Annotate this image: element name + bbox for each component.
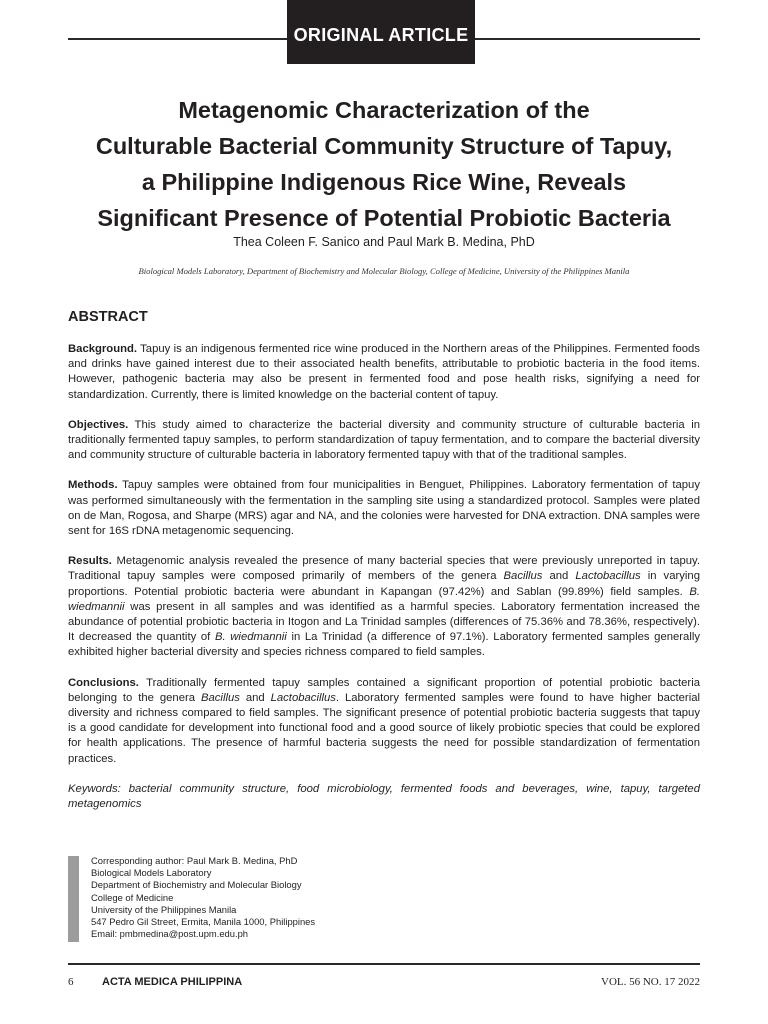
- species-name: Bacillus: [503, 570, 543, 583]
- section-label: Results.: [68, 555, 112, 568]
- species-name: B. wiedmannii: [214, 631, 287, 644]
- title-line: Culturable Bacterial Community Structure of Tapuy,: [95, 133, 673, 159]
- section-text: Metagenomic analysis revealed the presence of many bacterial species that were previously unreported in tapuy. Traditional tapuy samples were composed primarily of members of the genera: [68, 555, 700, 583]
- correspondence-email: Email: pmbmedina@post.upm.edu.ph: [91, 928, 248, 940]
- section-label: Background.: [68, 343, 138, 355]
- page-number: 6: [68, 976, 74, 988]
- abstract-section: [68, 478, 700, 539]
- section-text: . Laboratory fermented samples were found to have higher bacterial diversity and richness compared to field samples. The significant presence of potential probiotic bacteria suggests that tapuy is a good candidate for development into functional food and a good source of likely probiotic species that could be explored for health applications. The presence of harmful bacteria suggests the need for possible standardization of fermentation practices.: [68, 691, 700, 765]
- section-label: Methods.: [68, 479, 118, 492]
- section-text: and: [542, 570, 576, 583]
- title-line: Significant Presence of Potential Probiotic Bacteria: [97, 205, 671, 231]
- species-name: Lactobacillus: [270, 691, 336, 704]
- correspondence-line: University of the Philippines Manila: [91, 903, 237, 915]
- correspondence-line: Biological Models Laboratory: [91, 867, 212, 879]
- affiliation: Biological Models Laboratory, Department of Biochemistry and Molecular Biology, College of Medicine, University of the Philippines Manila: [138, 266, 630, 276]
- section-text: in varying proportions. Potential probiotic bacteria were abundant in Kapangan (97.42%) and Sablan (99.89%) field samples.: [68, 570, 700, 598]
- abstract-sections: [68, 342, 700, 767]
- abstract-section: [68, 554, 700, 660]
- header-rule-right: [475, 38, 700, 40]
- section-text: This study aimed to characterize the bacterial diversity and community structure of culturable bacteria in traditionally fermented tapuy samples, to perform standardization of tapuy fermentation, and to compare the bacterial diversity and community structure of culturable bacteria in laboratory fermented tapuy with that of the traditional samples.: [68, 418, 700, 462]
- article-title: [68, 92, 700, 236]
- abstract-section: [68, 342, 700, 403]
- section-text: in La Trinidad (a difference of 97.1%). Laboratory fermented samples generally exhibited higher bacterial diversity and species richness compared to field samples.: [68, 631, 701, 659]
- correspondence-line: 547 Pedro Gil Street, Ermita, Manila 1000, Philippines: [91, 916, 316, 928]
- journal-name: ACTA MEDICA PHILIPPINA: [102, 976, 243, 988]
- title-line: a Philippine Indigenous Rice Wine, Reveals: [141, 169, 627, 195]
- title-line: Metagenomic Characterization of the: [178, 97, 590, 123]
- author-list: Thea Coleen F. Sanico and Paul Mark B. Medina, PhD: [233, 235, 535, 249]
- correspondence-line: Corresponding author: Paul Mark B. Medina, PhD: [91, 855, 298, 866]
- correspondence-line: College of Medicine: [91, 891, 174, 903]
- header-rule-left: [68, 38, 287, 40]
- section-text: Traditionally fermented tapuy samples contained a significant proportion of potential probiotic bacteria belonging to the genera: [68, 676, 700, 704]
- species-name: Lactobacillus: [575, 570, 641, 583]
- section-label: Objectives.: [68, 418, 129, 431]
- abstract-body: [68, 342, 700, 812]
- section-text: and: [239, 691, 271, 704]
- section-text: was present in all samples and was identified as a harmful species. Laboratory fermentation increased the abundance of potential probiotic bacteria in Itogon and La Trinidad samples (differences of 75.36% and 78.36%, respectively). It decreased the quantity of: [68, 600, 700, 644]
- article-type-badge: ORIGINAL ARTICLE: [287, 0, 475, 64]
- footer-rule: [68, 963, 700, 965]
- species-name: B. wiedmannii: [68, 585, 700, 613]
- correspondence-bar: [68, 856, 79, 942]
- volume-info: VOL. 56 NO. 17 2022: [601, 976, 700, 988]
- correspondence-block: [91, 855, 315, 940]
- abstract-heading: ABSTRACT: [68, 309, 148, 325]
- abstract-section: [68, 676, 700, 767]
- keywords: Keywords: bacterial community structure, food microbiology, fermented foods and beverages, wine, tapuy, targeted metagenomics: [68, 782, 700, 811]
- correspondence-line: Department of Biochemistry and Molecular Biology: [91, 879, 302, 891]
- section-text: Tapuy samples were obtained from four municipalities in Benguet, Philippines. Laboratory fermentation of tapuy was performed simultaneously with the fermentation in the sampling site using a standardized protocol. Samples were plated on de Man, Rogosa, and Sharpe (MRS) agar and NA, and the colonies were harvested for DNA extraction. DNA samples were sent for 16S rDNA metagenomic sequencing.: [68, 479, 700, 538]
- section-label: Conclusions.: [68, 676, 139, 689]
- section-text: Tapuy is an indigenous fermented rice wine produced in the Northern areas of the Philippines. Fermented foods and drinks have gained interest due to their associated health benefits, attributable to probiotic bacteria in the food items. However, pathogenic bacteria may also be present in fermented food and pose health risks, signifying a need for standardization. Currently, there is limited knowledge on the bacterial content of tapuy.: [68, 343, 700, 401]
- abstract-section: [68, 418, 700, 464]
- species-name: Bacillus: [200, 691, 240, 704]
